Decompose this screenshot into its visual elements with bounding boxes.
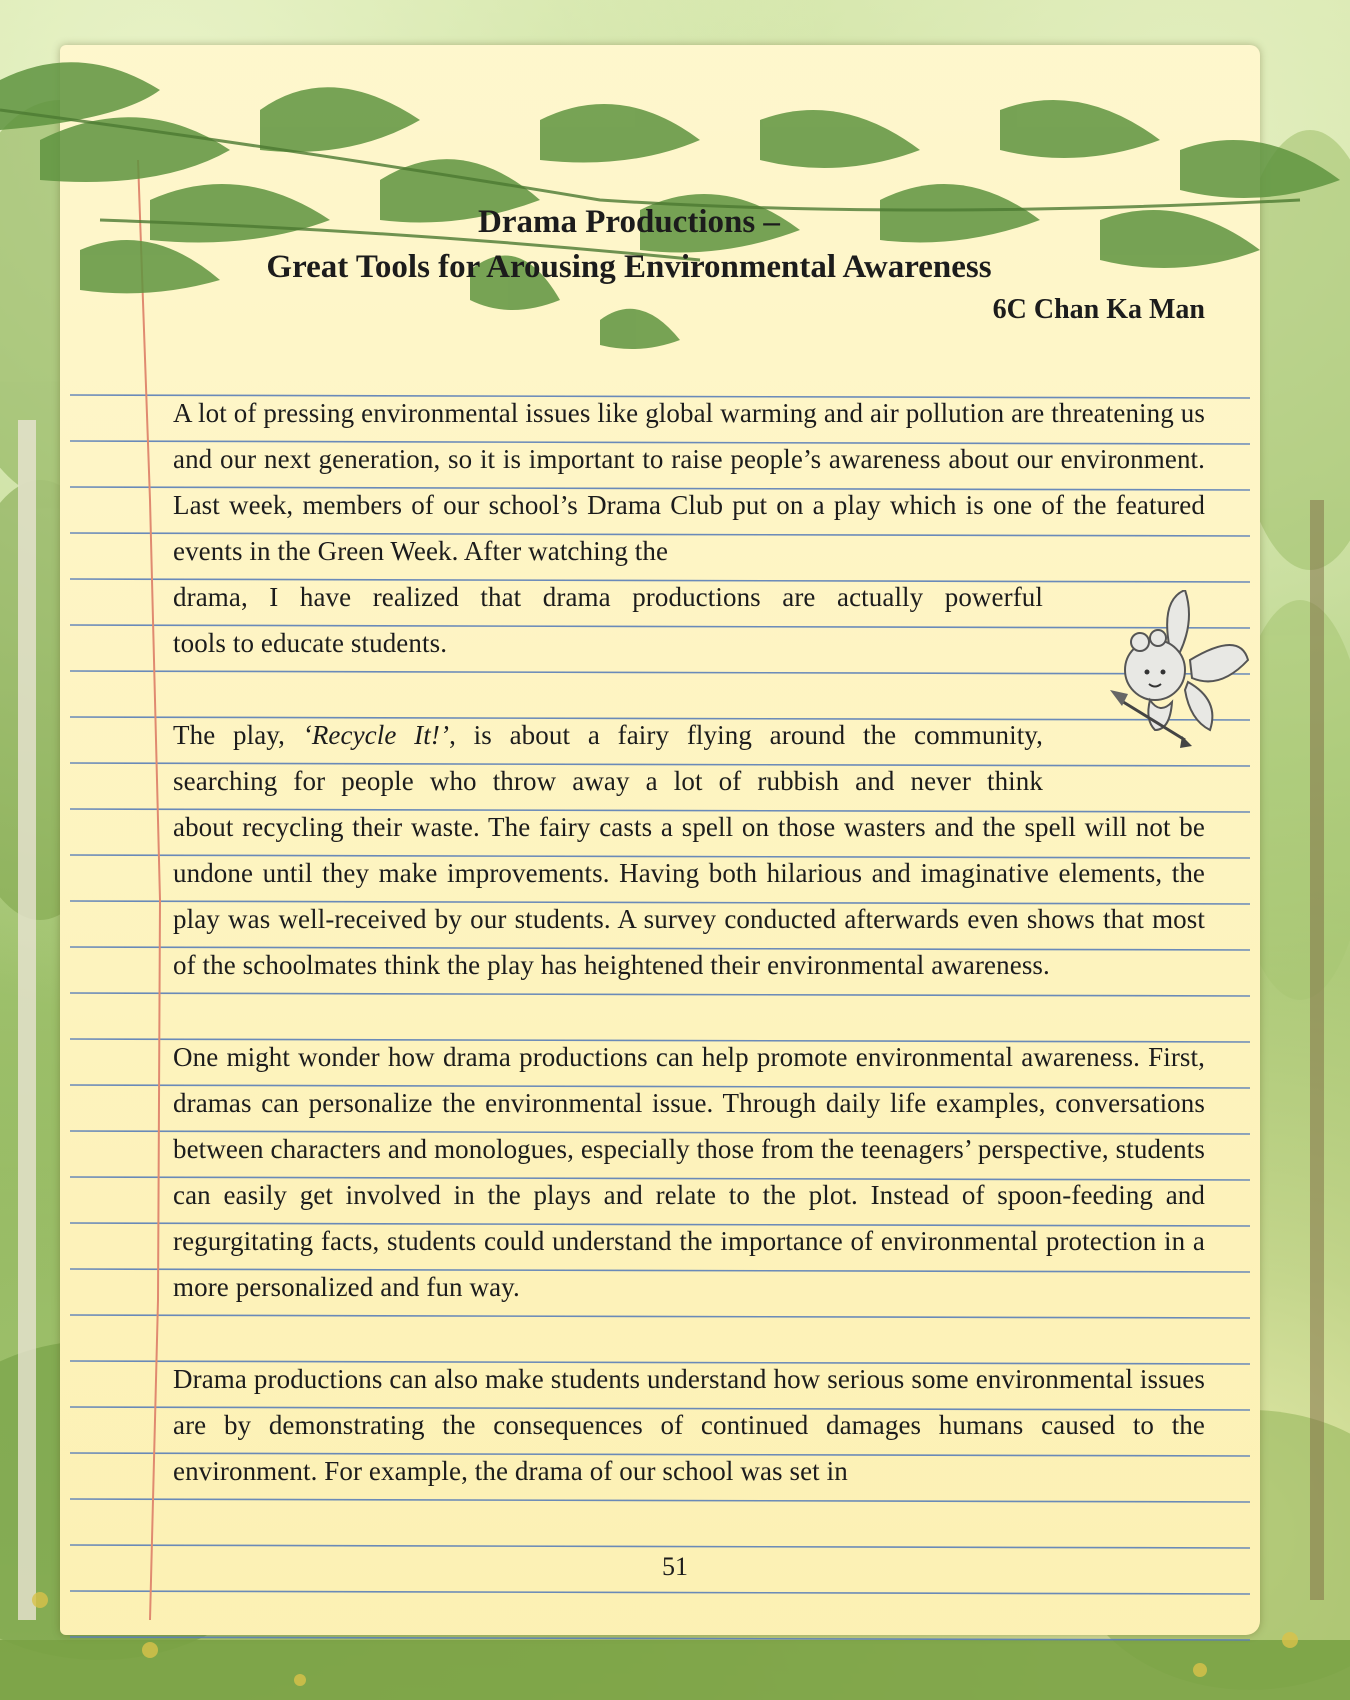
ruled-line: [70, 1637, 1250, 1640]
paragraph-1: [173, 390, 1205, 666]
paragraph-2-line-a: [173, 712, 1043, 758]
article-title: [133, 200, 1125, 290]
paragraph-2-after-title: , is about a fairy flying around the community,: [449, 720, 1043, 750]
paragraph-4: Drama productions can also make students understand how serious some environmental issues are by demonstrating the consequences of continued damages humans caused to the environment. For example, the drama of our school was set in: [173, 1364, 1205, 1486]
paragraph-1-line-b: tools to educate students.: [173, 628, 448, 658]
paragraph-1-line-a: drama, I have realized that drama productions are actually powerful: [173, 582, 1043, 612]
title-line-1: Drama Productions –: [478, 204, 780, 240]
page-number: 51: [662, 1552, 688, 1581]
paragraph-2-line-b: searching for people who throw away a lot of rubbish and never think: [173, 766, 1043, 796]
article: [173, 200, 1205, 1486]
paragraph-3: One might wonder how drama productions can help promote environmental awareness. First, dramas can personalize the environmental issue. Through daily life examples, conversations between characters and monologues, especially those from the teenagers’ perspective, students can easily get involved in the plays and relate to the plot. Instead of spoon-feeding and regurgitating facts, students could understand the importance of environmental protection in a more personalized and fun way.: [173, 1042, 1205, 1302]
ruled-line: [70, 1591, 1250, 1594]
paragraph-2-prefix: The play,: [173, 720, 303, 750]
play-title: ‘Recycle It!’: [302, 720, 450, 750]
paragraph-2: [173, 712, 1205, 988]
fairy-icon: [1100, 590, 1250, 780]
article-body: [173, 390, 1205, 1540]
paragraph-1-text: A lot of pressing environmental issues like global warming and air pollution are threatening us and our next generation, so it is important to raise people’s awareness about our environment. Last week, members of our school’s Drama Club put on a play which is one of the featured events in the Green Week. After watching the: [173, 398, 1205, 566]
paragraph-2-rest: about recycling their waste. The fairy casts a spell on those wasters and the spell will not be undone until they make improvements. Having both hilarious and imaginative elements, the play was well-received by our students. A survey conducted afterwards even shows that most of the schoolmates think the play has heightened their environmental awareness.: [173, 812, 1205, 980]
ruled-line: [70, 1545, 1250, 1548]
title-line-2: Great Tools for Arousing Environmental Awareness: [266, 249, 992, 285]
author-name: 6C Chan Ka Man: [992, 294, 1205, 325]
